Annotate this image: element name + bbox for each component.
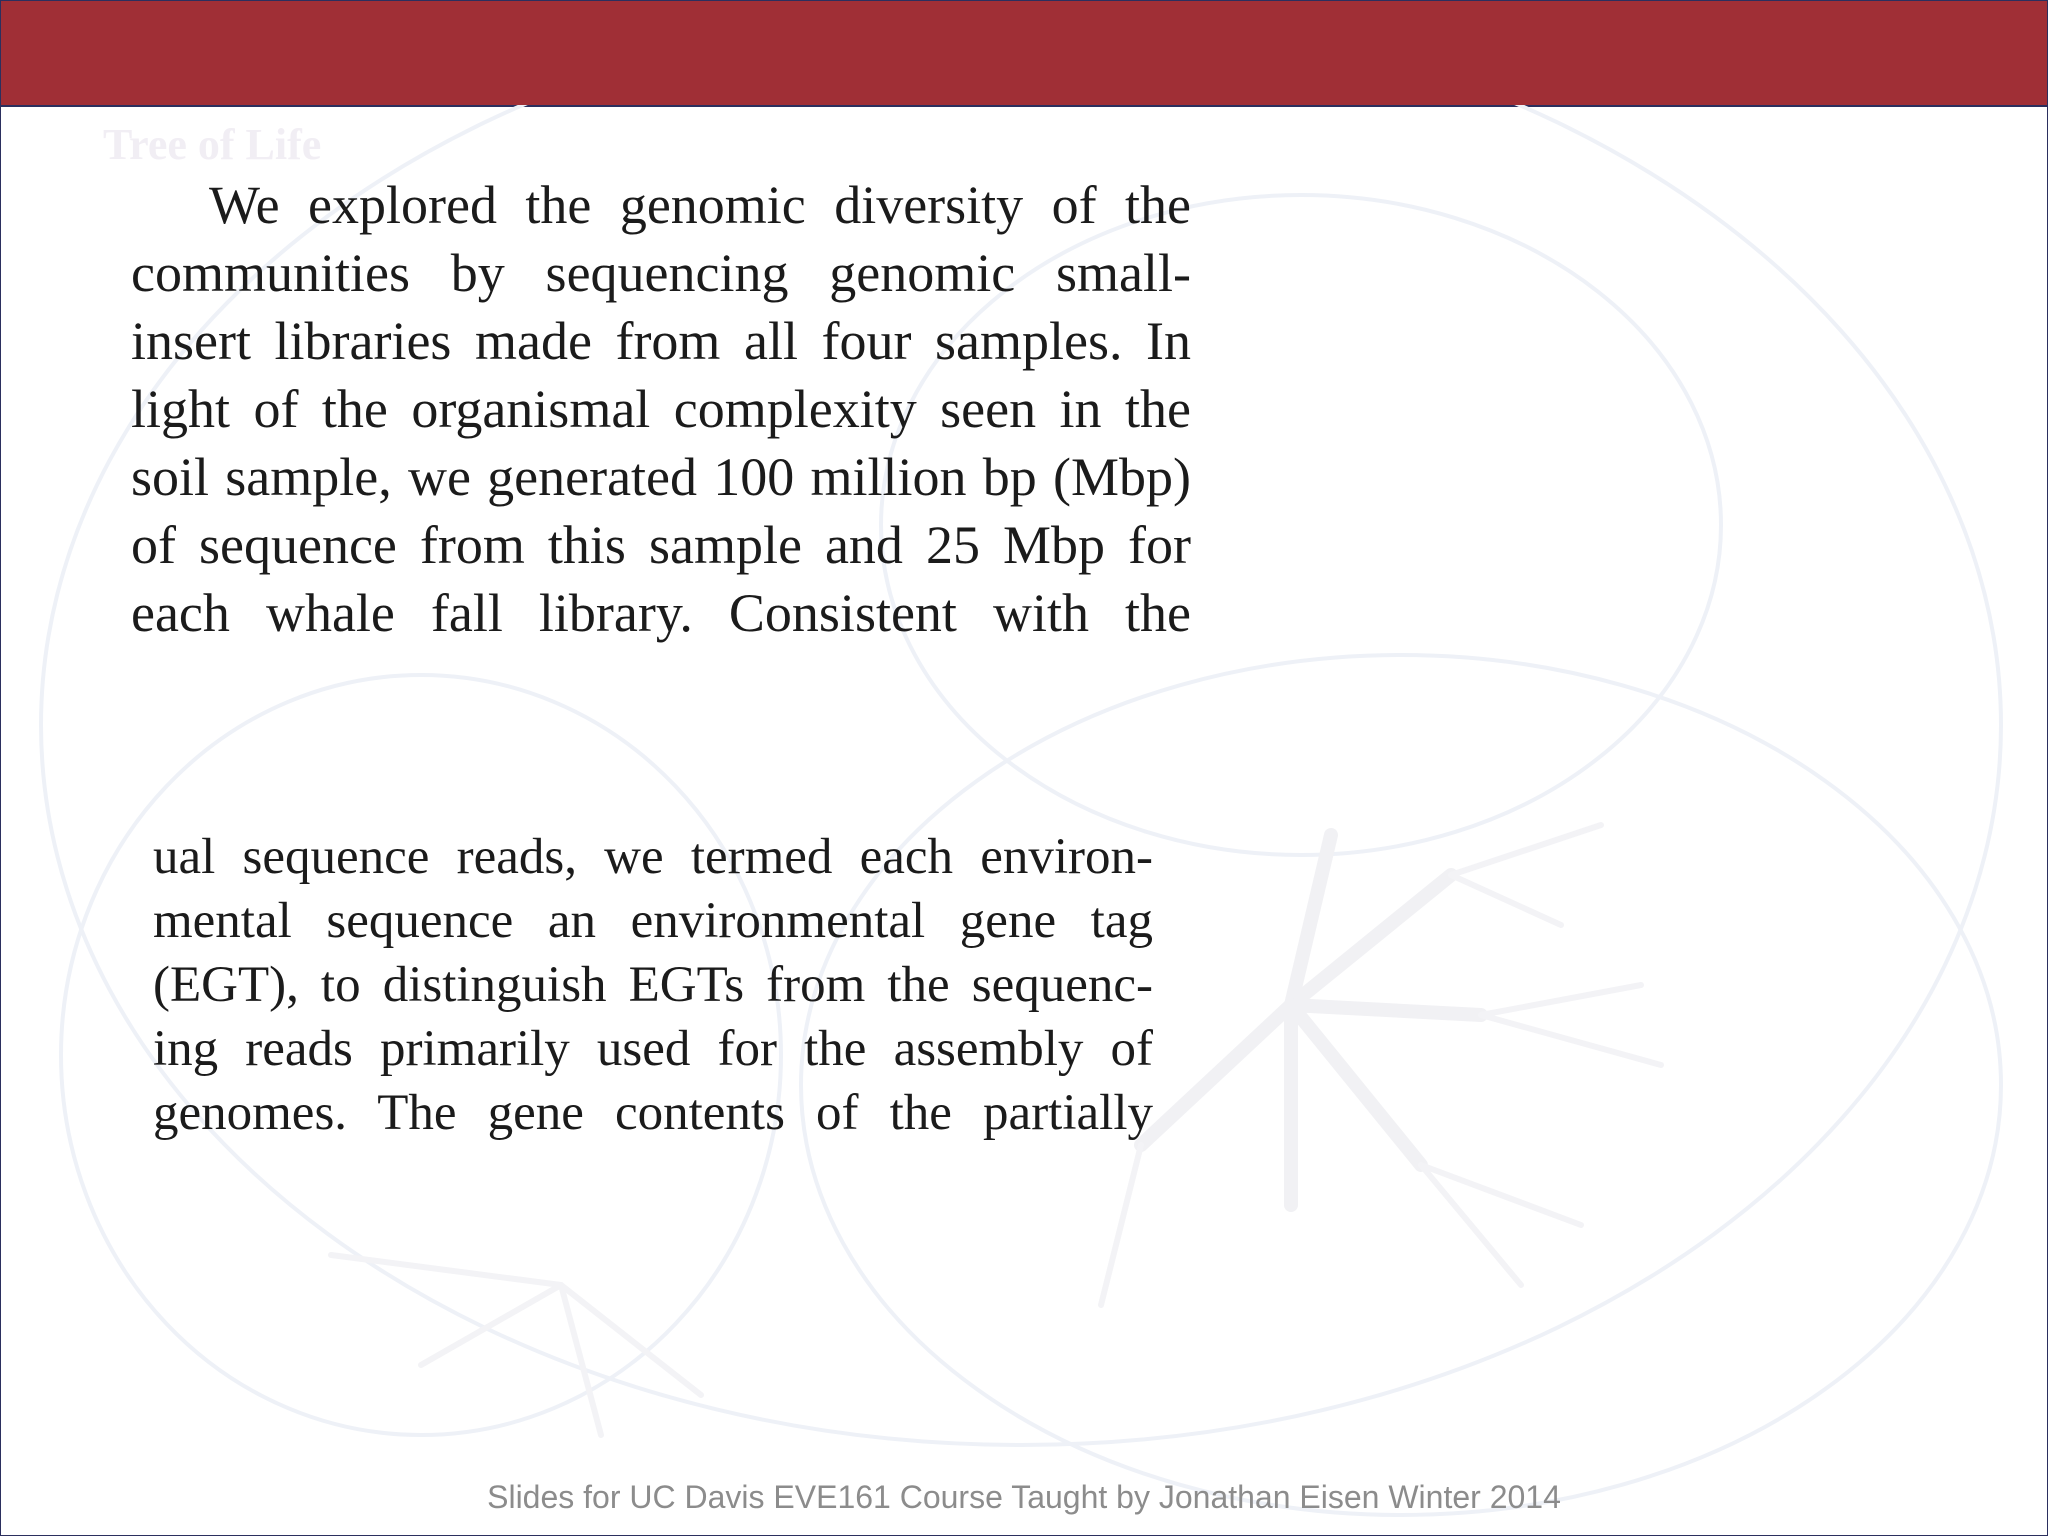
excerpt-top-line: soil sample, we generated 100 million bp (Mbp) xyxy=(131,447,1191,507)
excerpt-top-line: of sequence from this sample and 25 Mbp for xyxy=(131,515,1191,575)
excerpt-top-line: light of the organismal complexity seen in the xyxy=(131,379,1191,439)
background-title: Tree of Life xyxy=(103,120,322,169)
footer-credit: Slides for UC Davis EVE161 Course Taught by Jonathan Eisen Winter 2014 xyxy=(487,1479,1561,1515)
excerpt-bottom-line: ual sequence reads, we termed each environ- xyxy=(153,829,1153,885)
excerpt-bottom xyxy=(153,825,1153,1145)
excerpt-top xyxy=(131,171,1191,647)
excerpt-top-line: each whale fall library. Consistent with the xyxy=(131,583,1191,643)
excerpt-bottom-line: ing reads primarily used for the assembly of xyxy=(153,1021,1153,1077)
excerpt-top-line: insert libraries made from all four samples. In xyxy=(131,311,1191,371)
excerpt-bottom-line: (EGT), to distinguish EGTs from the sequenc- xyxy=(153,957,1153,1013)
excerpt-bottom-line: genomes. The gene contents of the partially xyxy=(153,1085,1153,1141)
excerpt-top-line: We explored the genomic diversity of the xyxy=(209,175,1191,235)
excerpt-top-line: communities by sequencing genomic small- xyxy=(131,243,1191,303)
header-bar xyxy=(1,1,2047,107)
excerpt-bottom-line: mental sequence an environmental gene tag xyxy=(153,893,1153,949)
